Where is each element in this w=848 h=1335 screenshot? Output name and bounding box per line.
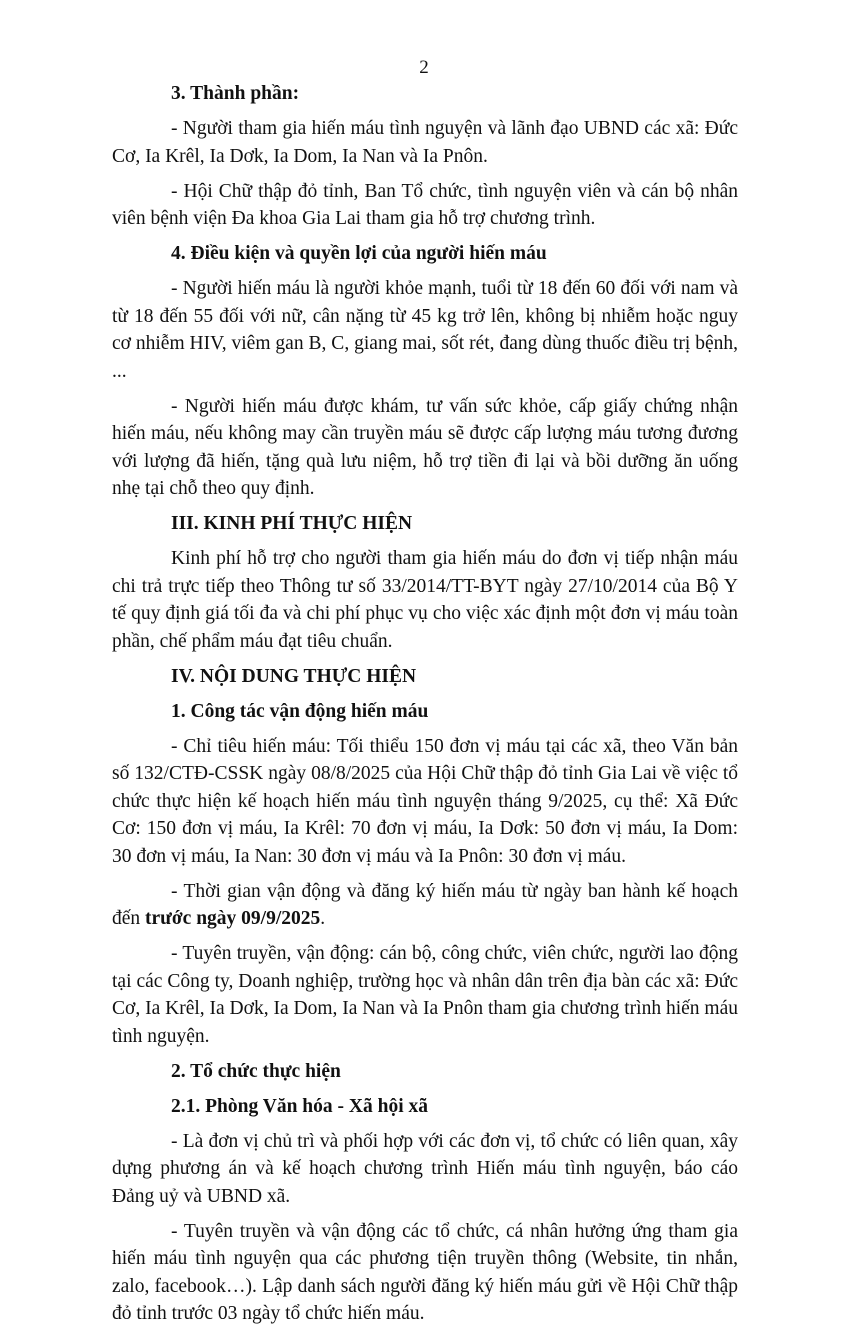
section-IV-2-1-paragraph-1: - Là đơn vị chủ trì và phối hợp với các đơn vị, tổ chức có liên quan, xây dựng phương án và kế hoạch chương trình Hiến máu tình nguyện, báo cáo Đảng uỷ và UBND xã. (112, 1130, 738, 1207)
section-IV-heading: IV. NỘI DUNG THỰC HIỆN (171, 665, 417, 687)
deadline-bold-text: trước ngày 09/9/2025 (145, 908, 321, 929)
page-number: 2 (419, 57, 429, 78)
section-IV-1-paragraph-1: - Chỉ tiêu hiến máu: Tối thiểu 150 đơn vị máu tại các xã, theo Văn bản số 132/CTĐ-CSSK ngày 08/8/2025 của Hội Chữ thập đỏ tỉnh Gia Lai về việc tổ chức thực hiện kế hoạch hiến máu tình nguyện tháng 9/2025, cụ thể: Xã Đức Cơ: 150 đơn vị máu, Ia Krêl: 70 đơn vị máu, Ia Dơk: 50 đơn vị máu, Ia Dom: 30 đơn vị máu, Ia Nan: 30 đơn vị máu và Ia Pnôn: 30 đơn vị máu. (112, 735, 738, 867)
section-IV-2-heading: 2. Tổ chức thực hiện (171, 1060, 341, 1082)
section-4-paragraph-2: - Người hiến máu được khám, tư vấn sức khỏe, cấp giấy chứng nhận hiến máu, nếu không may cần truyền máu sẽ được cấp lượng máu tương đương với lượng đã hiến, tặng quà lưu niệm, hỗ trợ tiền đi lại và bồi dưỡng ăn uống nhẹ tại chỗ theo quy định. (112, 395, 738, 499)
section-IV-2-1-paragraph-2: - Tuyên truyền và vận động các tổ chức, cá nhân hưởng ứng tham gia hiến máu tình nguyện qua các phương tiện truyền thông (Website, tin nhắn, zalo, facebook…). Lập danh sách người đăng ký hiến máu gửi về Hội Chữ thập đỏ tỉnh trước 03 ngày tổ chức hiến máu. (112, 1220, 738, 1324)
section-IV-1-paragraph-2 (112, 878, 738, 933)
paragraph-text: - Thời gian vận động và đăng ký hiến máu từ ngày ban hành kế hoạch đến (112, 880, 738, 929)
paragraph-end: . (320, 908, 326, 929)
section-4-paragraph-1: - Người hiến máu là người khỏe mạnh, tuổi từ 18 đến 60 đối với nam và từ 18 đến 55 đối với nữ, cân nặng từ 45 kg trở lên, không bị nhiễm hoặc nguy cơ nhiễm HIV, viêm gan B, C, giang mai, sốt rét, đang dùng thuốc điều trị bệnh, ... (112, 278, 738, 382)
section-IV-2-1-heading: 2.1. Phòng Văn hóa - Xã hội xã (171, 1095, 428, 1117)
section-III-heading: III. KINH PHÍ THỰC HIỆN (171, 513, 413, 534)
section-IV-1-heading: 1. Công tác vận động hiến máu (171, 700, 429, 722)
section-III-paragraph-1: Kinh phí hỗ trợ cho người tham gia hiến máu do đơn vị tiếp nhận máu chi trả trực tiếp theo Thông tư số 33/2014/TT-BYT ngày 27/10/2014 của Bộ Y tế quy định giá tối đa và chi phí phục vụ cho việc xác định một đơn vị máu toàn phần, chế phẩm máu đạt tiêu chuẩn. (112, 548, 738, 652)
section-IV-1-paragraph-3: - Tuyên truyền, vận động: cán bộ, công chức, viên chức, người lao động tại các Công ty, Doanh nghiệp, trường học và nhân dân trên địa bàn các xã: Đức Cơ, Ia Krêl, Ia Dơk, Ia Dom, Ia Nan và Ia Pnôn tham gia chương trình hiến máu tình nguyện. (112, 943, 738, 1047)
section-3-heading: 3. Thành phần: (171, 83, 300, 104)
section-4-heading: 4. Điều kiện và quyền lợi của người hiến máu (171, 243, 547, 264)
section-3-paragraph-2: - Hội Chữ thập đỏ tỉnh, Ban Tổ chức, tình nguyện viên và cán bộ nhân viên bệnh viện Đa khoa Gia Lai tham gia hỗ trợ chương trình. (112, 180, 738, 229)
document-body (112, 80, 738, 1335)
section-3-paragraph-1: - Người tham gia hiến máu tình nguyện và lãnh đạo UBND các xã: Đức Cơ, Ia Krêl, Ia Dơk, Ia Dom, Ia Nan và Ia Pnôn. (112, 118, 738, 167)
